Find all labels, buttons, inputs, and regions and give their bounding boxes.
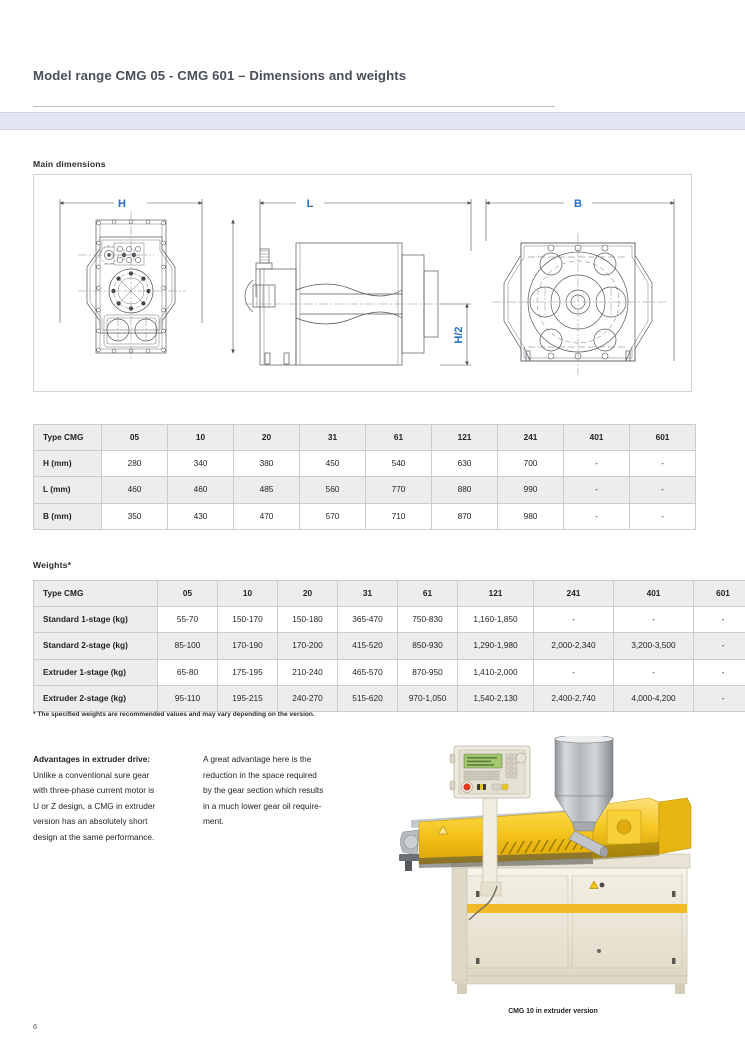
column-header: 601 <box>694 581 745 607</box>
table-cell: 870 <box>432 503 498 529</box>
table-cell: - <box>694 685 745 711</box>
table-cell: 1,410-2,000 <box>458 659 534 685</box>
table-cell: 350 <box>102 503 168 529</box>
table-cell: - <box>630 503 696 529</box>
table-cell: - <box>630 451 696 477</box>
table-cell: 150-180 <box>278 607 338 633</box>
row-label: B (mm) <box>34 503 102 529</box>
column-header: 601 <box>630 425 696 451</box>
table-cell: - <box>564 503 630 529</box>
table-row <box>34 659 745 685</box>
table-cell: 340 <box>168 451 234 477</box>
column-header: Type CMG <box>34 425 102 451</box>
table-row <box>34 451 696 477</box>
body-line: ment. <box>203 816 224 827</box>
table-cell: - <box>534 659 614 685</box>
table-cell: 65-80 <box>158 659 218 685</box>
body-line: version has an absolutely short <box>33 816 148 827</box>
body-line: by the gear section which results <box>203 785 324 796</box>
table-cell: - <box>630 477 696 503</box>
table-cell: - <box>694 607 745 633</box>
body-heading: Advantages in extruder drive: <box>33 754 151 764</box>
table-cell: 150-170 <box>218 607 278 633</box>
page-title: Model range CMG 05 - CMG 601 – Dimensions and weights <box>33 68 407 83</box>
table-cell: 2,000-2,340 <box>534 633 614 659</box>
table-cell: 430 <box>168 503 234 529</box>
table-cell: 1,160-1,850 <box>458 607 534 633</box>
column-header: 401 <box>614 581 694 607</box>
table-cell: 2,400-2,740 <box>534 685 614 711</box>
body-line: in a much lower gear oil require- <box>203 800 322 811</box>
row-label: Extruder 2-stage (kg) <box>34 685 158 711</box>
column-header: 61 <box>398 581 458 607</box>
table-cell: 4,000-4,200 <box>614 685 694 711</box>
table-cell: 450 <box>300 451 366 477</box>
table-cell: 55-70 <box>158 607 218 633</box>
table-cell: 710 <box>366 503 432 529</box>
column-header: 10 <box>218 581 278 607</box>
table-cell: 240-270 <box>278 685 338 711</box>
column-header: 05 <box>158 581 218 607</box>
column-header: 241 <box>534 581 614 607</box>
table-cell: 380 <box>234 451 300 477</box>
dimension-label-l: L <box>306 198 314 210</box>
row-label: Standard 2-stage (kg) <box>34 633 158 659</box>
table-row <box>34 477 696 503</box>
weights-footnote: * The specified weights are recommended values and may vary depending on the version. <box>33 711 315 718</box>
table-cell: 1,540-2,130 <box>458 685 534 711</box>
table-cell: 175-195 <box>218 659 278 685</box>
body-line: design at the same performance. <box>33 831 155 842</box>
row-label: Extruder 1-stage (kg) <box>34 659 158 685</box>
table-cell: - <box>614 607 694 633</box>
table-cell: 850-930 <box>398 633 458 659</box>
column-header: 61 <box>366 425 432 451</box>
column-header: 20 <box>278 581 338 607</box>
row-label: H (mm) <box>34 451 102 477</box>
product-photo <box>397 736 709 1004</box>
table-cell: 210-240 <box>278 659 338 685</box>
table-cell: - <box>614 659 694 685</box>
drawing-view-rear <box>486 198 674 375</box>
table-header-row <box>34 581 745 607</box>
photo-caption: CMG 10 in extruder version <box>508 1008 598 1015</box>
column-header: 10 <box>168 425 234 451</box>
drawing-view-front <box>60 198 233 361</box>
dimension-label-b: B <box>574 198 582 210</box>
table-cell: - <box>564 477 630 503</box>
table-cell: 365-470 <box>338 607 398 633</box>
table-cell: 870-950 <box>398 659 458 685</box>
table-cell: 570 <box>300 503 366 529</box>
dimension-label-h: H <box>118 198 126 210</box>
table-cell: 280 <box>102 451 168 477</box>
body-line: U or Z design, a CMG in extruder <box>33 800 156 811</box>
table-cell: 3,200-3,500 <box>614 633 694 659</box>
column-header: 121 <box>432 425 498 451</box>
table-cell: - <box>694 659 745 685</box>
table-cell: 540 <box>366 451 432 477</box>
table-cell: 700 <box>498 451 564 477</box>
table-cell: 560 <box>300 477 366 503</box>
table-cell: 170-190 <box>218 633 278 659</box>
table-cell: 195-215 <box>218 685 278 711</box>
weights-table <box>33 580 745 712</box>
column-header: 241 <box>498 425 564 451</box>
drawing-view-side <box>244 198 471 365</box>
column-header: 31 <box>338 581 398 607</box>
main-dimensions-table <box>33 424 696 530</box>
table-cell: - <box>564 451 630 477</box>
section-label-main-dimensions: Main dimensions <box>33 159 106 169</box>
table-cell: 515-620 <box>338 685 398 711</box>
table-cell: 970-1,050 <box>398 685 458 711</box>
table-cell: 980 <box>498 503 564 529</box>
table-cell: 460 <box>168 477 234 503</box>
table-row <box>34 607 745 633</box>
body-line: A great advantage here is the <box>203 754 312 764</box>
body-line: with three-phase current motor is <box>33 785 155 796</box>
title-divider <box>33 106 555 107</box>
dimension-label-h-half: H/2 <box>453 326 465 344</box>
table-row <box>34 685 745 711</box>
extruder-machine-illustration <box>397 736 709 1004</box>
body-text-column-2 <box>203 752 363 830</box>
table-cell: - <box>534 607 614 633</box>
column-header: 401 <box>564 425 630 451</box>
row-label: L (mm) <box>34 477 102 503</box>
header-accent-band <box>0 112 745 130</box>
column-header: 05 <box>102 425 168 451</box>
table-cell: 85-100 <box>158 633 218 659</box>
table-cell: 1,290-1,980 <box>458 633 534 659</box>
column-header: 121 <box>458 581 534 607</box>
table-cell: 485 <box>234 477 300 503</box>
table-cell: 750-830 <box>398 607 458 633</box>
row-label: Standard 1-stage (kg) <box>34 607 158 633</box>
dimension-drawings-svg <box>34 175 691 391</box>
table-cell: 170-200 <box>278 633 338 659</box>
table-row <box>34 633 745 659</box>
technical-drawing-panel <box>33 174 692 392</box>
body-text-column-1 <box>33 752 198 846</box>
table-cell: 415-520 <box>338 633 398 659</box>
column-header: 20 <box>234 425 300 451</box>
section-label-weights: Weights* <box>33 560 72 570</box>
table-cell: 95-110 <box>158 685 218 711</box>
table-cell: 460 <box>102 477 168 503</box>
table-cell: 990 <box>498 477 564 503</box>
column-header: 31 <box>300 425 366 451</box>
body-line: reduction in the space required <box>203 769 317 780</box>
table-cell: 630 <box>432 451 498 477</box>
table-row <box>34 503 696 529</box>
table-cell: - <box>694 633 745 659</box>
table-cell: 470 <box>234 503 300 529</box>
page-number: 6 <box>33 1022 38 1031</box>
column-header: Type CMG <box>34 581 158 607</box>
table-cell: 770 <box>366 477 432 503</box>
body-line: Unlike a conventional sure gear <box>33 769 150 780</box>
table-cell: 465-570 <box>338 659 398 685</box>
table-header-row <box>34 425 696 451</box>
table-cell: 880 <box>432 477 498 503</box>
